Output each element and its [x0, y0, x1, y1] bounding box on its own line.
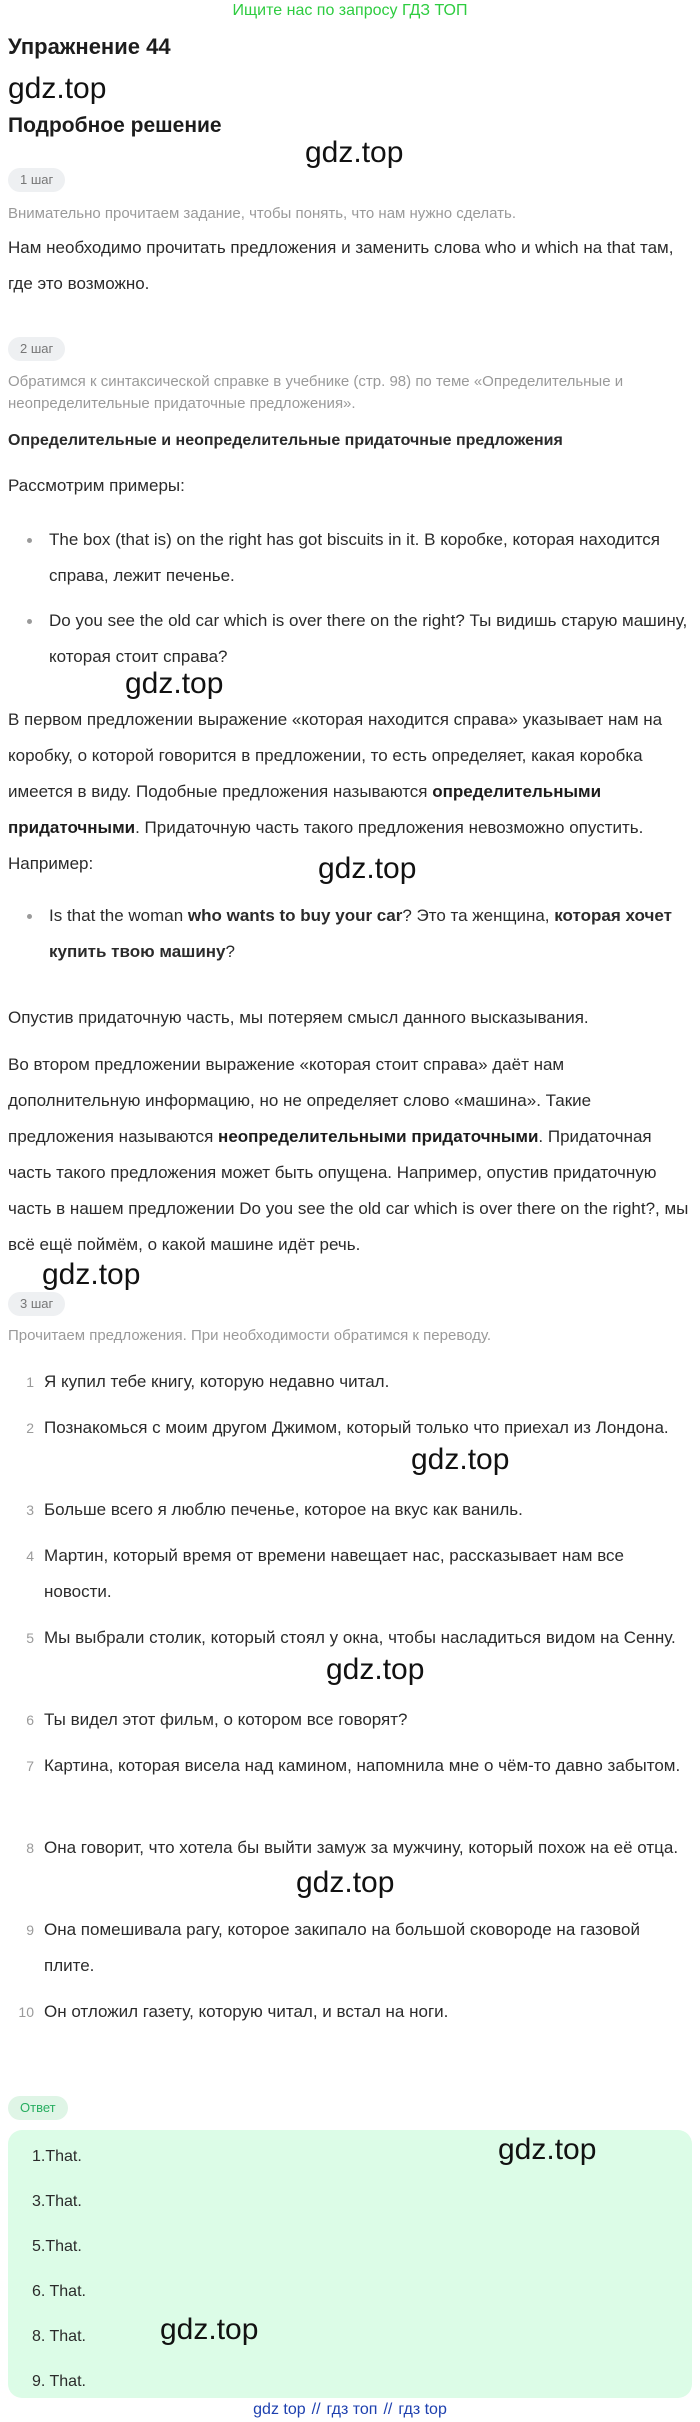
list-item [8, 1994, 692, 2030]
list-item [8, 1702, 692, 1738]
term-bold: неопределительными придаточными [218, 1127, 539, 1146]
answer-line: 9. That. [32, 2373, 86, 2390]
watermark: gdz.top [411, 1443, 510, 1476]
text-run: Is that the woman [49, 906, 188, 925]
watermark: gdz.top [296, 1866, 395, 1899]
example-bullet [8, 898, 692, 970]
step-1-hint: Внимательно прочитаем задание, чтобы понять, что нам нужно сделать. [8, 205, 517, 222]
list-item [8, 1492, 692, 1528]
answer-box [8, 2130, 692, 2398]
item-text: Картина, которая висела над камином, напомнила мне о чём-то давно забытом. [44, 1756, 681, 1775]
watermark: gdz.top [326, 1653, 425, 1686]
item-text: Она говорит, что хотела бы выйти замуж за мужчину, который похож на её отца. [44, 1838, 679, 1857]
site-name: gdz.top [8, 72, 107, 105]
top-banner[interactable]: Ищите нас по запросу ГДЗ ТОП [232, 2, 468, 19]
item-text: Он отложил газету, которую читал, и встал на ноги. [44, 2002, 449, 2021]
page-title: Упражнение 44 [8, 34, 171, 59]
text-run: . Придаточная часть такого предложения может быть опущена. Например, опустив придаточную часть в нашем предложении Do you see the old car which is over there on the right?, мы всё ещё поймём, о какой машине идёт речь. [8, 1127, 689, 1254]
answer-line: 3.That. [32, 2193, 82, 2210]
footer-link-gdz-top-mixed[interactable]: гдз top [398, 2401, 447, 2418]
term-bold: определительными придаточными [8, 782, 602, 837]
step-2-badge: 2 шаг [8, 337, 65, 361]
list-item [8, 1410, 692, 1446]
footer-link-gdz-top-ru[interactable]: гдз топ [326, 2401, 378, 2418]
item-number: 8 [26, 1840, 34, 1856]
step-3-hint: Прочитаем предложения. При необходимости обратимся к переводу. [8, 1327, 492, 1344]
footer-separator: // [383, 2401, 393, 2418]
text-run: . Придаточную часть такого предложения невозможно опустить. Например: [8, 818, 644, 873]
item-number: 6 [26, 1712, 34, 1728]
watermark: gdz.top [160, 2313, 259, 2346]
text-run: ? [225, 942, 235, 961]
item-text: Я купил тебе книгу, которую недавно читал. [44, 1372, 390, 1391]
answer-line: 6. That. [32, 2283, 86, 2300]
item-text: Больше всего я люблю печенье, которое на вкус как ваниль. [44, 1500, 523, 1519]
text-run: Во втором предложении выражение «которая стоит справа» даёт нам дополнительную информацию, но не определяет слово «машина». Такие предложения называются [8, 1055, 592, 1146]
examples-intro: Рассмотрим примеры: [8, 476, 185, 495]
answer-line: 8. That. [32, 2328, 86, 2345]
text-run: ? Это та женщина, [402, 906, 555, 925]
watermark: gdz.top [318, 852, 417, 885]
bullet-dot [27, 538, 32, 543]
item-text: Мы выбрали столик, который стоял у окна, чтобы насладиться видом на Сенну. [44, 1628, 676, 1647]
footer-link-gdz-top[interactable]: gdz top [253, 2401, 306, 2418]
watermark: gdz.top [498, 2133, 597, 2166]
text-run: В первом предложении выражение «которая находится справа» указывает нам на коробку, о которой говорится в предложении, то есть определяет, какая коробка имеется в виду. Подобные предложения называются [8, 710, 663, 801]
answer-line: 1.That. [32, 2148, 82, 2165]
answer-badge: Ответ [8, 2096, 68, 2120]
watermark: gdz.top [305, 136, 404, 169]
watermark: gdz.top [42, 1258, 141, 1291]
item-text: Мартин, который время от времени навещает нас, рассказывает нам все новости. [44, 1546, 625, 1601]
explanation-paragraph-2: Опустив придаточную часть, мы потеряем смысл данного высказывания. [8, 1008, 589, 1027]
example-text-3 [49, 898, 692, 970]
item-number: 7 [26, 1758, 34, 1774]
list-item [8, 1748, 692, 1784]
example-text-2: Do you see the old car which is over there on the right? Ты видишь старую машину, которая стоит справа? [49, 611, 688, 666]
item-number: 9 [26, 1922, 34, 1938]
list-item [8, 1912, 692, 1984]
phrase-bold: которая хочет купить твою машину [49, 906, 672, 961]
footer-separator: // [311, 2401, 321, 2418]
step-2-heading: Определительные и неопределительные придаточные предложения [8, 432, 563, 449]
phrase-bold: who wants to buy your car [187, 906, 403, 925]
list-item [8, 1538, 692, 1610]
step-2-hint: Обратимся к синтаксической справке в учебнике (стр. 98) по теме «Определительные и неопределительные придаточные предложения». [8, 373, 624, 412]
answer-line: 5.That. [32, 2238, 82, 2255]
item-number: 3 [26, 1502, 34, 1518]
item-number: 1 [26, 1374, 34, 1390]
step-3-badge: 3 шаг [8, 1292, 65, 1316]
list-item [8, 1364, 692, 1400]
bullet-dot [27, 914, 32, 919]
watermark: gdz.top [125, 667, 224, 700]
list-item [8, 1620, 692, 1656]
example-bullet [8, 603, 692, 675]
item-number: 5 [26, 1630, 34, 1646]
explanation-paragraph-3 [8, 1047, 692, 1263]
section-subtitle: Подробное решение [8, 114, 222, 137]
item-number: 10 [18, 2004, 34, 2020]
step-1-badge: 1 шаг [8, 168, 65, 192]
bullet-dot [27, 619, 32, 624]
item-number: 2 [26, 1420, 34, 1436]
example-bullet [8, 522, 692, 594]
example-text-1: The box (that is) on the right has got biscuits in it. В коробке, которая находится справа, лежит печенье. [49, 530, 660, 585]
item-text: Познакомься с моим другом Джимом, который только что приехал из Лондона. [44, 1418, 669, 1437]
item-text: Она помешивала рагу, которое закипало на большой сковороде на газовой плите. [44, 1920, 640, 1975]
list-item [8, 1830, 692, 1866]
step-1-text: Нам необходимо прочитать предложения и заменить слова who и which на that там, где это возможно. [8, 238, 674, 293]
item-text: Ты видел этот фильм, о котором все говорят? [44, 1710, 408, 1729]
footer-links [0, 2398, 700, 2422]
item-number: 4 [26, 1548, 34, 1564]
